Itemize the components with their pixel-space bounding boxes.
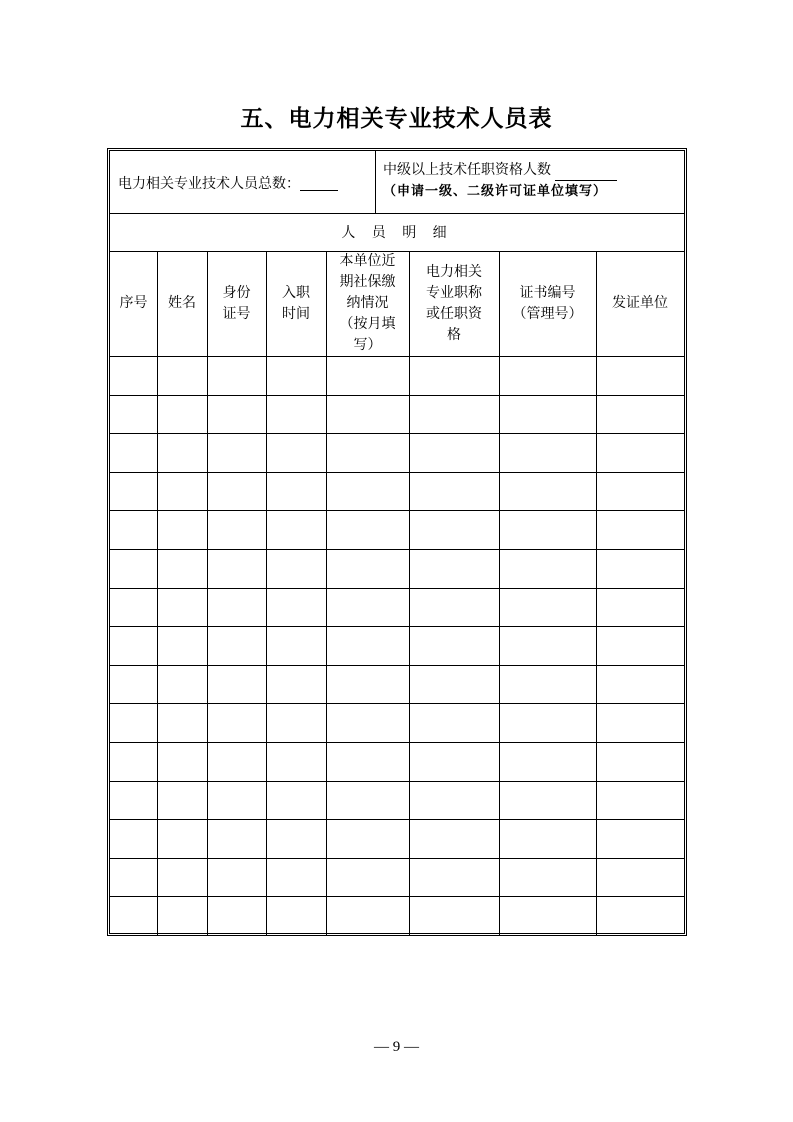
table-cell[interactable] <box>157 626 207 665</box>
page-number: — 9 — <box>374 1039 419 1055</box>
summary-divider <box>375 151 376 213</box>
table-cell[interactable] <box>207 510 266 549</box>
table-cell[interactable] <box>499 781 596 820</box>
table-cell[interactable] <box>157 588 207 627</box>
table-cell[interactable] <box>157 665 207 704</box>
table-cell[interactable] <box>596 819 684 858</box>
table-cell[interactable] <box>409 588 499 627</box>
table-cell[interactable] <box>110 433 157 472</box>
table-cell[interactable] <box>409 510 499 549</box>
table-cell[interactable] <box>266 858 326 897</box>
table-cell[interactable] <box>409 819 499 858</box>
table-cell[interactable] <box>207 703 266 742</box>
table-cell[interactable] <box>409 858 499 897</box>
table-cell[interactable] <box>596 433 684 472</box>
table-cell[interactable] <box>207 781 266 820</box>
table-cell[interactable] <box>326 665 409 704</box>
table-cell[interactable] <box>596 356 684 395</box>
table-cell[interactable] <box>326 472 409 511</box>
table-cell[interactable] <box>596 395 684 434</box>
table-cell[interactable] <box>266 896 326 935</box>
table-cell[interactable] <box>596 626 684 665</box>
table-cell[interactable] <box>409 395 499 434</box>
mid-level-note: （申请一级、二级许可证单位填写） <box>383 184 608 199</box>
mid-level-label: 中级以上技术任职资格人数 <box>383 162 551 178</box>
table-cell[interactable] <box>409 896 499 935</box>
table-cell[interactable] <box>499 433 596 472</box>
table-cell[interactable] <box>499 626 596 665</box>
column-header: 本单位近 期社保缴 纳情况 （按月填 写） <box>339 253 396 353</box>
table-cell[interactable] <box>499 395 596 434</box>
table-cell[interactable] <box>207 395 266 434</box>
table-cell[interactable] <box>266 665 326 704</box>
column-header: 身份 证号 <box>222 284 251 322</box>
table-cell[interactable] <box>110 665 157 704</box>
table-cell[interactable] <box>157 510 207 549</box>
column-header: 入职 时间 <box>282 284 310 322</box>
table-cell[interactable] <box>499 665 596 704</box>
table-cell[interactable] <box>596 510 684 549</box>
table-cell[interactable] <box>207 896 266 935</box>
table-cell[interactable] <box>409 626 499 665</box>
table-cell[interactable] <box>110 742 157 781</box>
column-header: 姓名 <box>168 295 196 311</box>
table-cell[interactable] <box>499 356 596 395</box>
table-cell[interactable] <box>110 858 157 897</box>
table-cell[interactable] <box>326 395 409 434</box>
table-cell[interactable] <box>110 781 157 820</box>
table-cell[interactable] <box>110 588 157 627</box>
column-header: 发证单位 <box>612 295 668 311</box>
table-cell[interactable] <box>157 433 207 472</box>
table-cell[interactable] <box>326 858 409 897</box>
table-cell[interactable] <box>207 665 266 704</box>
table-cell[interactable] <box>596 472 684 511</box>
table-cell[interactable] <box>157 472 207 511</box>
table-cell[interactable] <box>326 819 409 858</box>
table-cell[interactable] <box>499 472 596 511</box>
table-cell[interactable] <box>326 703 409 742</box>
table-cell[interactable] <box>266 626 326 665</box>
total-staff-field <box>118 153 338 213</box>
table-cell[interactable] <box>110 549 157 588</box>
mid-level-input[interactable] <box>555 166 617 181</box>
table-cell[interactable] <box>157 549 207 588</box>
table-cell[interactable] <box>326 896 409 935</box>
table-cell[interactable] <box>409 472 499 511</box>
page-title: 五、电力相关专业技术人员表 <box>240 106 553 132</box>
table-cell[interactable] <box>409 742 499 781</box>
table-cell[interactable] <box>157 742 207 781</box>
table-cell[interactable] <box>409 703 499 742</box>
table-cell[interactable] <box>207 858 266 897</box>
staff-table <box>107 148 687 936</box>
mid-level-field <box>383 159 617 203</box>
table-cell[interactable] <box>499 549 596 588</box>
table-cell[interactable] <box>499 819 596 858</box>
table-cell[interactable] <box>409 781 499 820</box>
column-header: 电力相关 专业职称 或任职资 格 <box>426 263 482 343</box>
table-cell[interactable] <box>326 356 409 395</box>
table-cell[interactable] <box>499 742 596 781</box>
table-cell[interactable] <box>326 433 409 472</box>
table-cell[interactable] <box>157 896 207 935</box>
table-cell[interactable] <box>207 472 266 511</box>
table-cell[interactable] <box>266 510 326 549</box>
table-cell[interactable] <box>157 819 207 858</box>
table-cell[interactable] <box>266 703 326 742</box>
table-cell[interactable] <box>266 588 326 627</box>
table-cell[interactable] <box>409 549 499 588</box>
column-header: 证书编号 （管理号） <box>512 284 583 322</box>
table-cell[interactable] <box>326 549 409 588</box>
table-cell[interactable] <box>266 472 326 511</box>
table-cell[interactable] <box>326 626 409 665</box>
total-staff-input[interactable] <box>300 176 338 191</box>
table-cell[interactable] <box>409 356 499 395</box>
table-cell[interactable] <box>596 896 684 935</box>
table-cell[interactable] <box>207 588 266 627</box>
table-cell[interactable] <box>596 703 684 742</box>
total-staff-label: 电力相关专业技术人员总数： <box>118 176 300 192</box>
table-cell[interactable] <box>499 588 596 627</box>
table-cell[interactable] <box>266 395 326 434</box>
table-cell[interactable] <box>409 433 499 472</box>
table-cell[interactable] <box>207 356 266 395</box>
table-cell[interactable] <box>326 742 409 781</box>
table-cell[interactable] <box>499 703 596 742</box>
table-cell[interactable] <box>266 356 326 395</box>
table-cell[interactable] <box>266 781 326 820</box>
table-cell[interactable] <box>266 742 326 781</box>
table-cell[interactable] <box>110 395 157 434</box>
table-cell[interactable] <box>110 472 157 511</box>
table-cell[interactable] <box>207 742 266 781</box>
table-cell[interactable] <box>596 665 684 704</box>
table-cell[interactable] <box>110 356 157 395</box>
table-cell[interactable] <box>596 858 684 897</box>
table-cell[interactable] <box>110 703 157 742</box>
table-cell[interactable] <box>207 549 266 588</box>
table-cell[interactable] <box>157 395 207 434</box>
table-cell[interactable] <box>110 626 157 665</box>
table-cell[interactable] <box>207 819 266 858</box>
table-cell[interactable] <box>157 858 207 897</box>
table-cell[interactable] <box>499 510 596 549</box>
table-cell[interactable] <box>266 819 326 858</box>
table-cell[interactable] <box>326 588 409 627</box>
table-cell[interactable] <box>326 510 409 549</box>
table-cell[interactable] <box>157 781 207 820</box>
table-cell[interactable] <box>207 626 266 665</box>
table-cell[interactable] <box>596 742 684 781</box>
table-cell[interactable] <box>157 703 207 742</box>
table-cell[interactable] <box>409 665 499 704</box>
table-cell[interactable] <box>596 781 684 820</box>
table-cell[interactable] <box>596 549 684 588</box>
table-cell[interactable] <box>110 510 157 549</box>
table-cell[interactable] <box>207 433 266 472</box>
table-cell[interactable] <box>110 896 157 935</box>
table-cell[interactable] <box>499 858 596 897</box>
table-cell[interactable] <box>326 781 409 820</box>
table-cell[interactable] <box>110 819 157 858</box>
column-header: 序号 <box>119 295 148 311</box>
section-title: 人 员 明 细 <box>341 225 453 241</box>
table-cell[interactable] <box>596 588 684 627</box>
table-cell[interactable] <box>266 433 326 472</box>
table-cell[interactable] <box>157 356 207 395</box>
table-cell[interactable] <box>266 549 326 588</box>
table-cell[interactable] <box>499 896 596 935</box>
